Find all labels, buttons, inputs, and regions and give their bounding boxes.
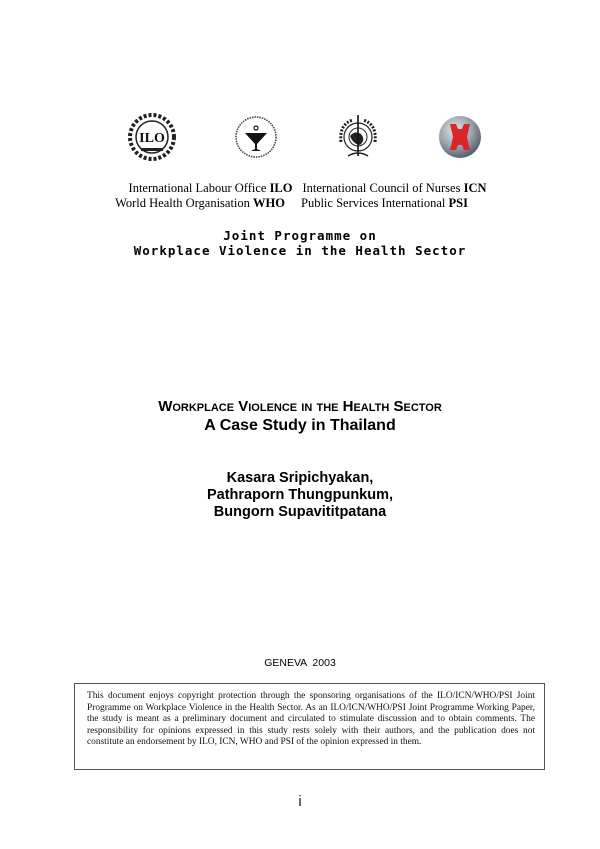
document-title <box>0 398 600 435</box>
place-year: GENEVA 2003 <box>264 657 336 669</box>
organisations-list <box>0 181 600 211</box>
copyright-notice: This document enjoys copyright protection through the sponsoring organisations of the ILO/ICN/WHO/PSI Joint Programme on Workplace Violence in the Health Sector. As an ILO/ICN/WHO/PSI Joint Programme Working Paper, the study is meant as a preliminary document and circulated to stimulate discussion and to obtain comments. The responsibility for opinions expressed in this study rests solely with their authors, and the publication does not constitute an endorsement by ILO, ICN, WHO and PSI of the opinion expressed in them. <box>74 683 545 770</box>
organisation-ilo: International Labour Office ILO <box>128 181 293 195</box>
organisation-who: World Health Organisation WHO <box>115 196 285 210</box>
psi-logo-icon <box>435 112 485 162</box>
logo-strip <box>0 112 600 162</box>
title-line-2: A Case Study in Thailand <box>204 417 396 434</box>
organisations-row <box>0 196 600 211</box>
organisations-row <box>0 181 600 196</box>
programme-line-2: Workplace Violence in the Health Sector <box>133 243 467 258</box>
page-number: i <box>298 793 302 810</box>
programme-line-1: Joint Programme on <box>223 228 377 243</box>
author: Pathraporn Thungpunkum, <box>206 487 394 503</box>
title-line-1: Workplace Violence in the Health Sector <box>158 398 442 415</box>
svg-text:ILO: ILO <box>139 131 165 146</box>
author: Kasara Sripichyakan, <box>226 470 374 486</box>
who-logo-icon <box>333 112 383 162</box>
authors-list <box>0 470 600 521</box>
organisation-icn: International Council of Nurses ICN <box>302 181 487 195</box>
organisation-psi: Public Services International PSI <box>301 196 468 210</box>
ilo-logo-icon <box>127 112 177 162</box>
icn-logo-icon <box>231 112 281 162</box>
programme-heading <box>0 228 600 258</box>
author: Bungorn Supavititpatana <box>213 504 387 520</box>
